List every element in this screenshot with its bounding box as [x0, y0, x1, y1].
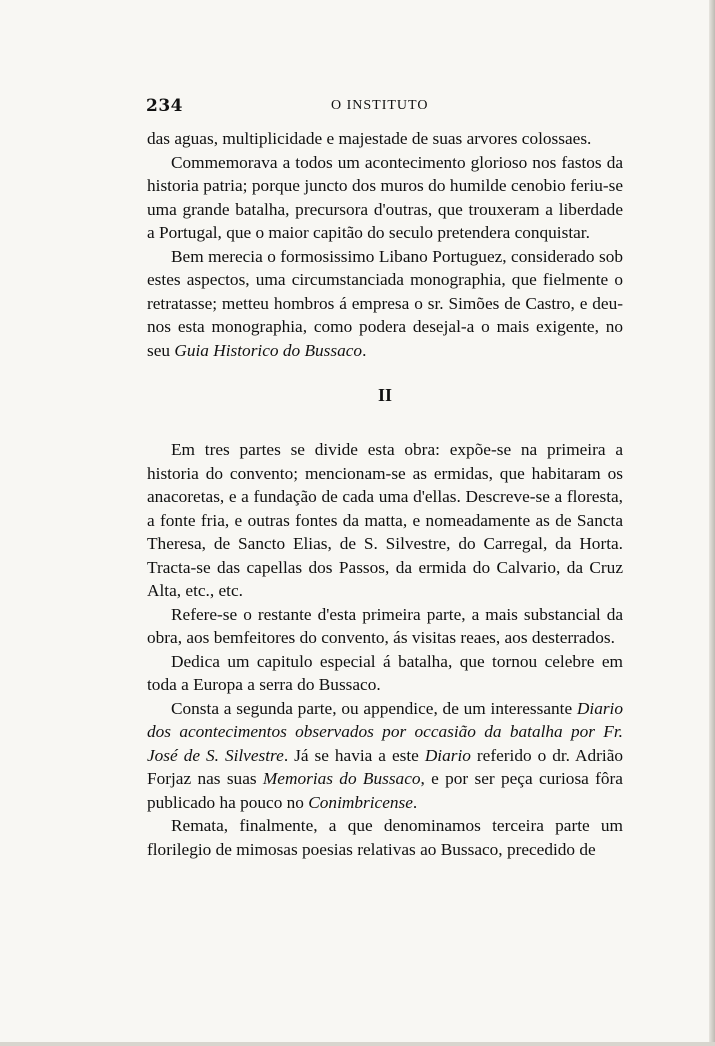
- paragraph: Refere-se o restante d'esta primeira parte, a mais substancial da obra, aos bemfeitores do convento, ás visitas reaes, aos desterrados.: [147, 604, 623, 647]
- paragraph: [147, 245, 623, 363]
- section-heading: II: [377, 385, 392, 405]
- text-run: referido o dr. Adrião Forjaz nas suas: [147, 745, 623, 788]
- running-header: [146, 96, 622, 120]
- text-run: , e por ser peça curiosa fôra publicado ha pouco no: [147, 769, 623, 812]
- book-title-italic: Guia Historico do Bussaco: [174, 340, 363, 360]
- italic-title: Memorias do Bussaco: [262, 769, 421, 788]
- paragraph-continuation: das aguas, multiplicidade e majestade de suas arvores colossaes.: [147, 129, 592, 148]
- paragraph: Em tres partes se divide esta obra: expõe-se na primeira a historia do convento; mencionam-se as ermidas, que habitaram os anacoretas, e a fundação de cada uma d'ellas. Descreve-se a floresta, a fonte fria, e outras fontes da matta, e nomeadamente as de Sancta Theresa, de Sancto Elias, de S. Silvestre, do Carregal, da Horta. Tracta-se das capellas dos Passos, da ermida do Calvario, da Cruz Alta, etc., etc.: [147, 440, 623, 600]
- page-bottom-edge: [0, 1042, 715, 1046]
- text-run: .: [362, 340, 367, 360]
- italic-title: Diario: [424, 745, 471, 765]
- italic-title: Diario dos acontecimentos observados por occasião da batalha por Fr. José de S. Silvestre: [147, 698, 623, 765]
- text-run: .: [412, 792, 418, 812]
- running-title: O INSTITUTO: [331, 98, 429, 113]
- paragraph: Dedica um capitulo especial á batalha, que tornou celebre em toda a Europa a serra do Bussaco.: [147, 651, 623, 694]
- paragraph: Remata, finalmente, a que denominamos terceira parte um florilegio de mimosas poesias relativas ao Bussaco, precedido de: [147, 816, 623, 859]
- page-number: 234: [146, 96, 183, 116]
- text-run: Consta a segunda parte, ou appendice, de um interessante: [171, 698, 577, 718]
- text-run: . Já se havia a este: [283, 745, 425, 765]
- paragraph: Commemorava a todos um acontecimento glorioso nos fastos da historia patria; porque juncto dos muros do humilde cenobio feriu-se uma grande batalha, precursora d'outras, que trouxeram a liberdade a Portugal, que o maior capitão do seculo pretendera conquistar.: [147, 152, 623, 242]
- italic-title: Conimbricense: [308, 792, 413, 812]
- paragraph: [147, 697, 623, 815]
- text-run: Bem merecia o formosissimo Libano Portuguez, considerado sob estes aspectos, uma circumstanciada monographia, que fielmente o retratasse; metteu hombros á empresa o sr. Simões de Castro, e deu-nos esta monographia, como podera desejal-a o mais exigente, no seu: [147, 246, 623, 360]
- page-edge-shadow: [709, 0, 715, 1046]
- body-text: [147, 127, 623, 861]
